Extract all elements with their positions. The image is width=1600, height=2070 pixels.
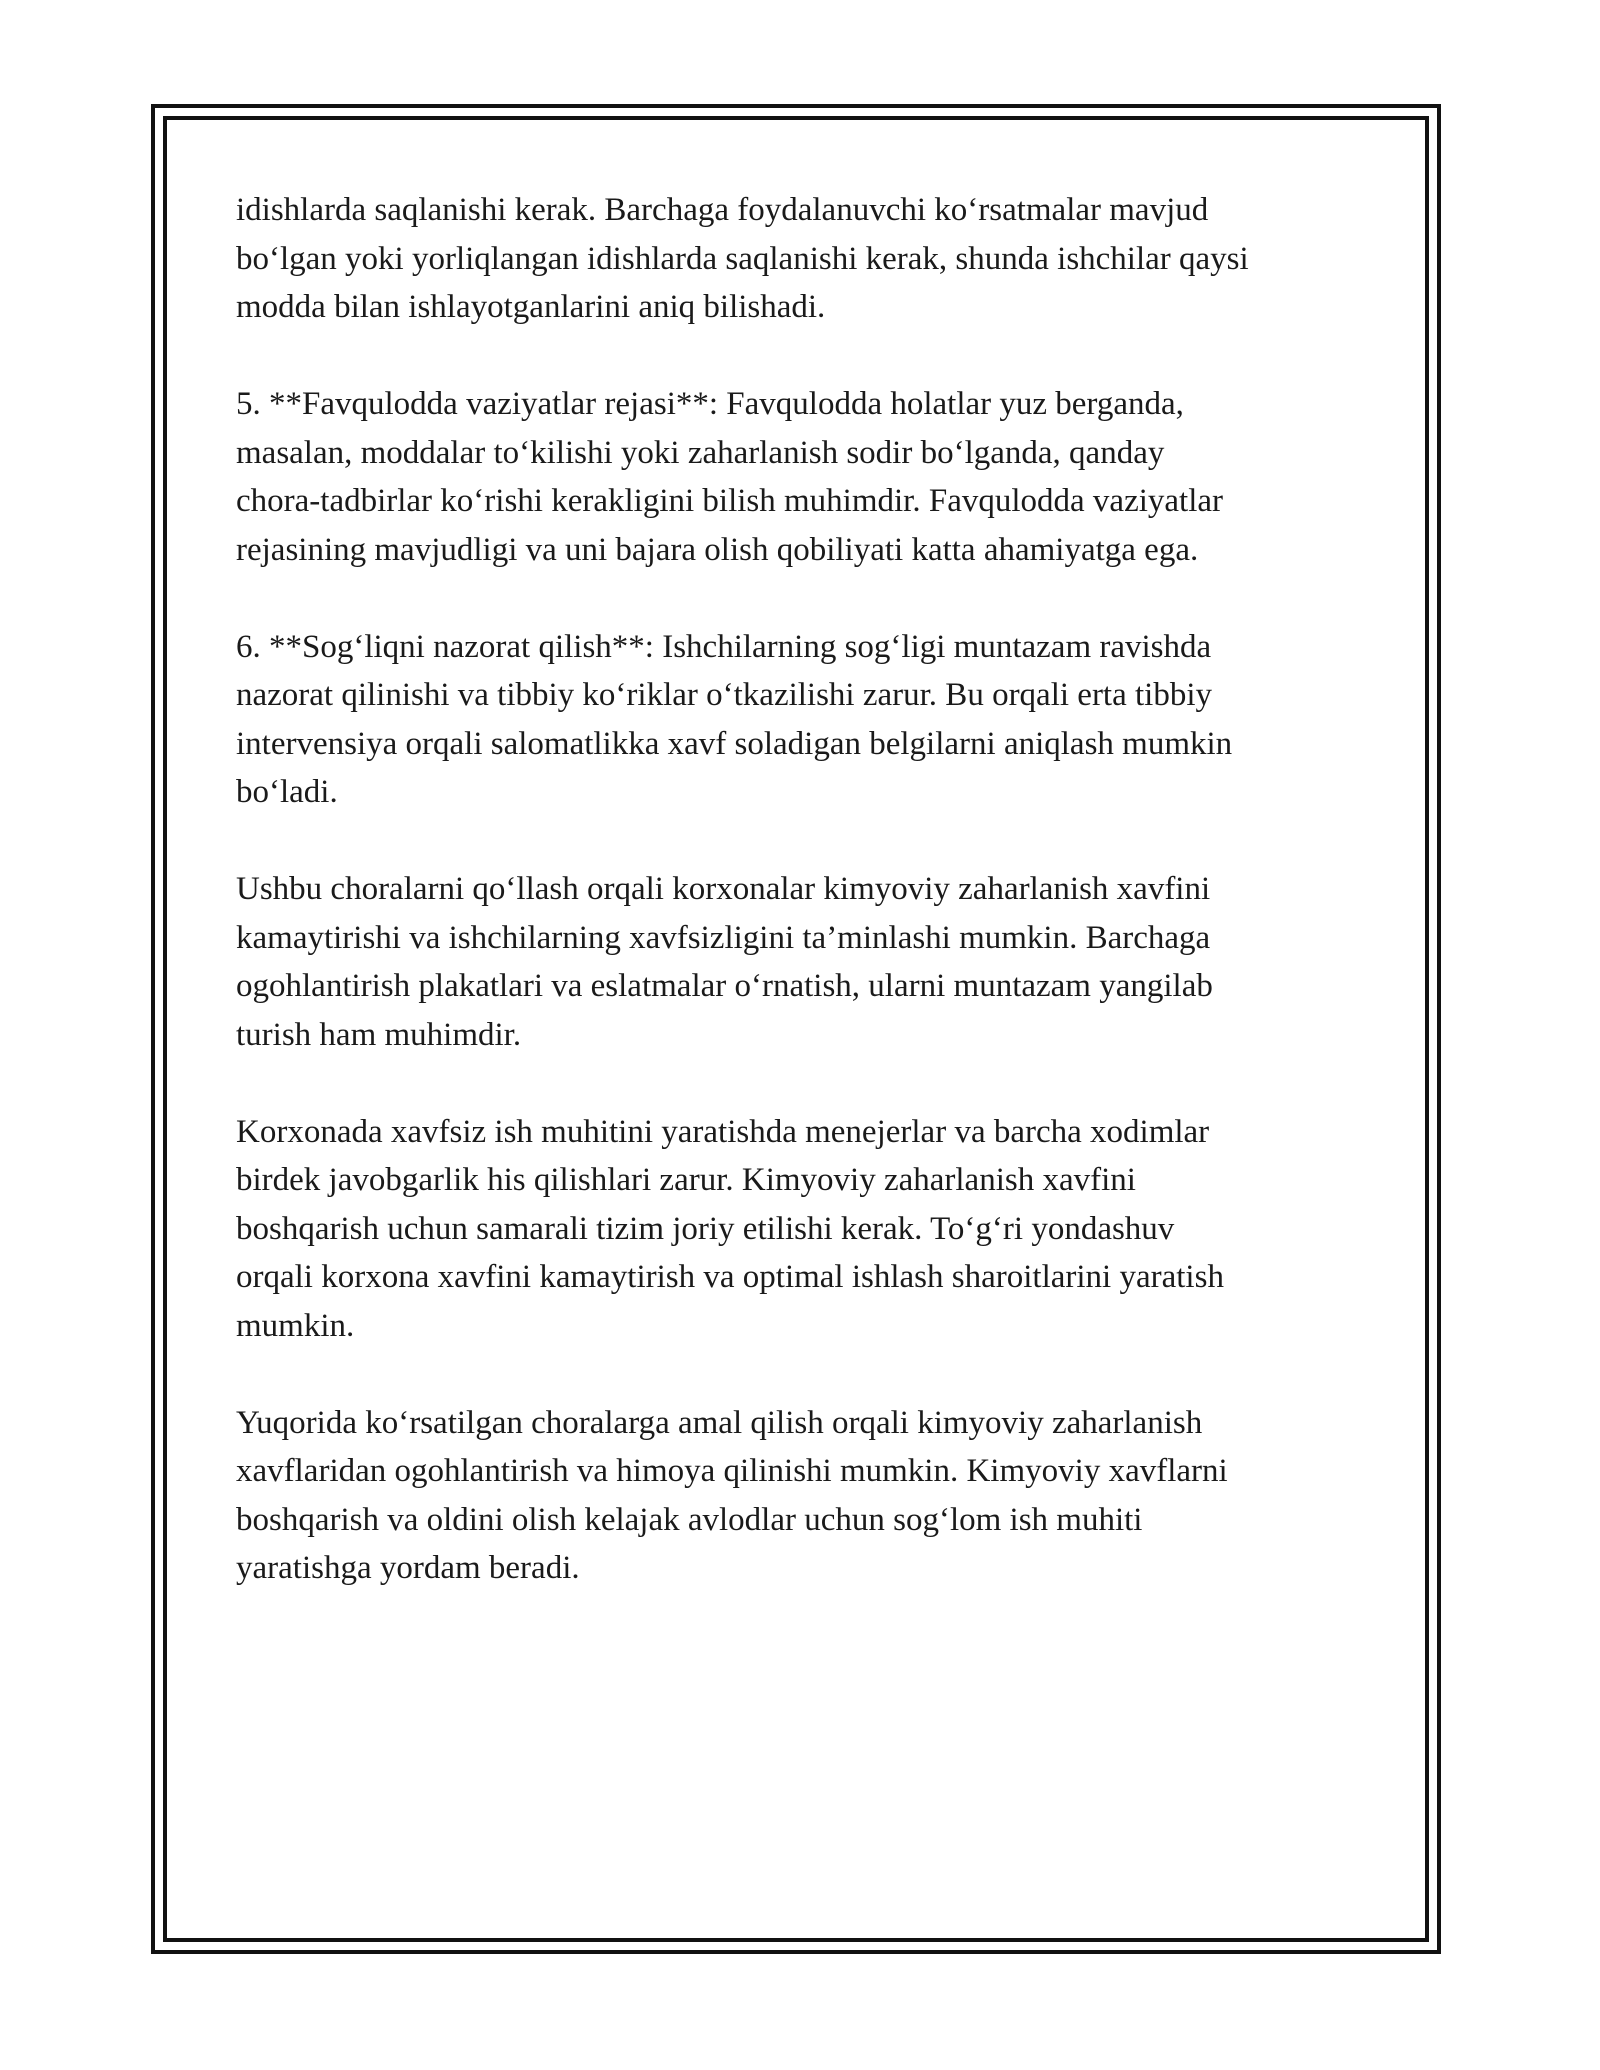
paragraph-emergency-plan: 5. **Favqulodda vaziyatlar rejasi**: Favqulodda holatlar yuz berganda, masalan, moddalar toʻkilishi yoki zaharlanish sodir boʻlganda, qanday chora-tadbirlar koʻrishi kerakligini bilish muhimdir. Favqulodda vaziyatlar rejasining mavjudligi va uni bajara olish qobiliyati katta ahamiyatga ega. bbox=[236, 386, 1224, 568]
paragraph-storage-continuation: idishlarda saqlanishi kerak. Barchaga foydalanuvchi koʻrsatmalar mavjud boʻlgan yoki yorliqlangan idishlarda saqlanishi kerak, shunda ishchilar qaysi modda bilan ishlayotganlarini aniq bilishadi. bbox=[236, 192, 1249, 325]
paragraph-conclusion: Yuqorida koʻrsatilgan choralarga amal qilish orqali kimyoviy zaharlanish xavflaridan ogohlantirish va himoya qilinishi mumkin. Kimyoviy xavflarni boshqarish va oldini olish kelajak avlodlar uchun sogʻlom ish muhiti yaratishga yordam beradi. bbox=[236, 1404, 1228, 1586]
paragraph-safe-environment: Korxonada xavfsiz ish muhitini yaratishda menejerlar va barcha xodimlar birdek javobgarlik his qilishlari zarur. Kimyoviy zaharlanish xavfini boshqarish uchun samarali tizim joriy etilishi kerak. Toʻgʻri yondashuv orqali korxona xavfini kamaytirish va optimal ishlash sharoitlarini yaratish mumkin. bbox=[236, 1113, 1224, 1344]
document-body bbox=[236, 186, 1386, 1641]
paragraph-measures-summary: Ushbu choralarni qoʻllash orqali korxonalar kimyoviy zaharlanish xavfini kamaytirishi va ishchilarning xavfsizligini ta’minlashi mumkin. Barchaga ogohlantirish plakatlari va eslatmalar oʻrnatish, ularni muntazam yangilab turish ham muhimdir. bbox=[236, 871, 1213, 1053]
paragraph-health-monitoring: 6. **Sogʻliqni nazorat qilish**: Ishchilarning sogʻligi muntazam ravishda nazorat qilinishi va tibbiy koʻriklar oʻtkazilishi zarur. Bu orqali erta tibbiy intervensiya orqali salomatlikka xavf soladigan belgilarni aniqlash mumkin boʻladi. bbox=[236, 628, 1233, 810]
